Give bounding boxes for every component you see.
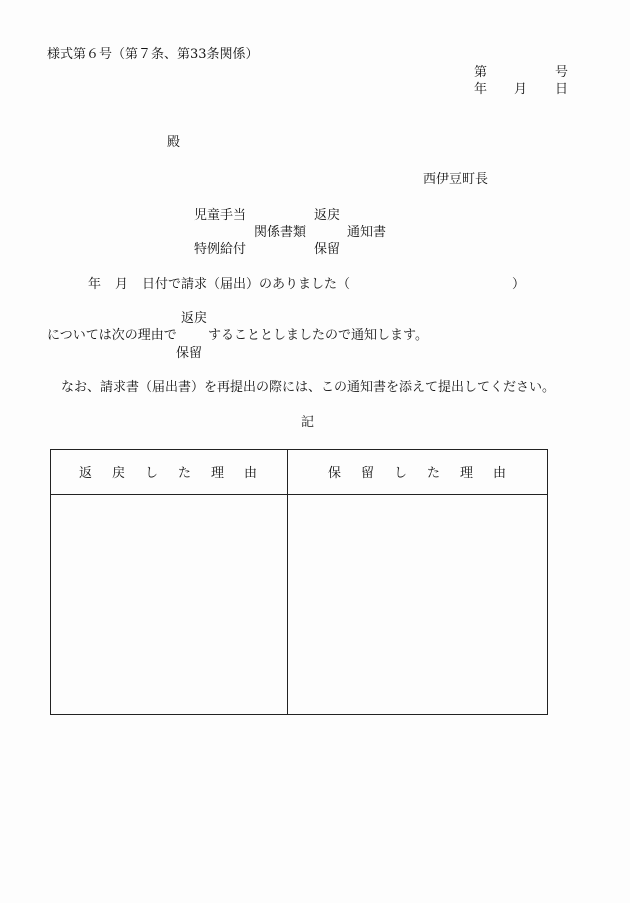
form-number: 様式第６号（第７条、第33条関係） <box>47 47 259 62</box>
request-text: 日付で請求（届出）のありました（ <box>142 277 351 292</box>
doc-number-dai: 第 <box>474 65 488 80</box>
reason-action-2: 保留 <box>176 346 203 361</box>
title-action-2: 保留 <box>314 242 341 257</box>
ki-heading: 記 <box>301 415 315 430</box>
reason-prefix: については次の理由で <box>47 328 177 343</box>
date-month: 月 <box>514 82 528 97</box>
header-return-reason: 返戻した理由 <box>79 466 278 481</box>
request-close-paren: ） <box>512 277 526 292</box>
reason-suffix: することとしましたので通知します。 <box>208 328 428 343</box>
reasons-table <box>50 449 548 715</box>
header-hold-reason: 保留した理由 <box>328 466 527 481</box>
title-notice: 通知書 <box>347 225 387 240</box>
doc-number-go: 号 <box>555 65 569 80</box>
request-year: 年 <box>88 277 102 292</box>
hold-reason-cell[interactable] <box>288 495 547 714</box>
title-docs: 関係書類 <box>254 225 307 240</box>
return-reason-cell[interactable] <box>51 495 287 714</box>
date-day: 日 <box>555 82 569 97</box>
addressee-suffix: 殿 <box>167 135 181 150</box>
resubmission-note: なお、請求書（届出書）を再提出の際には、この通知書を添えて提出してください。 <box>61 380 556 395</box>
date-year: 年 <box>474 82 488 97</box>
title-action-1: 返戻 <box>314 208 341 223</box>
title-allowance-2: 特例給付 <box>194 242 247 257</box>
title-allowance-1: 児童手当 <box>194 208 247 223</box>
sender-title: 西伊豆町長 <box>423 172 489 187</box>
request-month: 月 <box>115 277 129 292</box>
reason-action-1: 返戻 <box>181 311 208 326</box>
